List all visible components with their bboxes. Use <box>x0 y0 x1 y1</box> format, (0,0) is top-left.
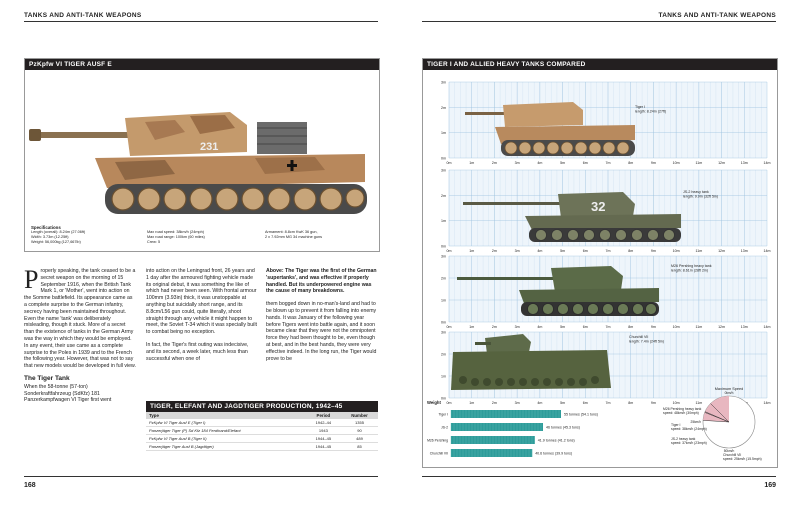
cell-number: 489 <box>341 435 378 443</box>
height-tick: 3m <box>441 330 446 335</box>
length-tick: 2m <box>491 325 497 329</box>
length-tick: 14m <box>763 161 771 165</box>
tank-length-label: length: 8.24m (27ft) <box>635 109 667 114</box>
weight-tank-label: Tiger I <box>438 412 448 417</box>
spec-line: Weight: 56,000kg (127,667lb) <box>31 240 81 244</box>
cell-period: 1944–45 <box>306 435 341 443</box>
height-tick: 3m <box>441 80 446 85</box>
height-tick: 3m <box>441 254 446 259</box>
length-tick: 7m <box>605 249 611 253</box>
production-table-box <box>146 401 378 451</box>
spec-col-2 <box>147 230 247 245</box>
length-tick: 3m <box>514 325 520 329</box>
spec-heading: Specifications <box>31 225 61 230</box>
speed-tick: 0km/h <box>724 391 734 395</box>
left-head-rule <box>24 21 378 22</box>
caption-lead: Above: <box>266 268 284 274</box>
length-tick: 9m <box>650 325 656 329</box>
height-tick: 1m <box>441 298 446 303</box>
speed-label: Tiger I <box>671 423 681 427</box>
col1-paragraph-2: When the 58-tonne (57-ton) Sonderkraftfahrzeug (SdKfz) 181 Panzerkampfwagen VI Tiger first went <box>24 383 112 404</box>
length-tick: 5m <box>560 161 566 165</box>
comparison-graphic <box>423 70 775 466</box>
speed-label: speed: 48km/h (30mph) <box>663 411 699 415</box>
length-tick: 13m <box>740 161 748 165</box>
tank-name-label: Tiger I <box>635 105 646 109</box>
dropcap: P <box>24 265 39 294</box>
length-tick: 2m <box>491 401 497 405</box>
spec-line: Length (overall): 8.24m (27.06ft) <box>31 230 86 234</box>
length-tick: 13m <box>740 325 748 329</box>
length-tick: 7m <box>605 401 611 405</box>
length-tick: 5m <box>560 325 566 329</box>
height-tick: 1m <box>441 374 446 379</box>
length-tick: 6m <box>582 401 588 405</box>
subhead-tiger-tank: The Tiger Tank <box>24 374 70 382</box>
tiger-illustration <box>25 70 377 222</box>
length-tick: 2m <box>491 161 497 165</box>
length-tick: 10m <box>672 161 680 165</box>
production-table <box>146 412 378 451</box>
length-tick: 13m <box>740 249 748 253</box>
length-tick: 5m <box>560 249 566 253</box>
height-tick: 2m <box>441 352 446 357</box>
table-row <box>146 443 378 451</box>
height-tick: 0m <box>441 244 446 249</box>
speed-label: speed: 25km/h (15.5mph) <box>723 457 762 461</box>
length-tick: 10m <box>672 325 680 329</box>
length-tick: 4m <box>537 161 543 165</box>
length-tick: 1m <box>469 401 475 405</box>
speed-label: M26 Pershing heavy tank <box>663 407 702 411</box>
length-tick: 6m <box>582 249 588 253</box>
weight-value-label: 46 tonnes (45.3 tons) <box>546 425 580 430</box>
cell-type: PzKpfw VI Tiger Ausf B (Tiger II) <box>146 435 306 443</box>
height-tick: 1m <box>441 219 446 224</box>
tank-length-label: length: 7.4m (24ft 5in) <box>629 339 664 344</box>
speed-label: Churchill VII <box>723 453 742 457</box>
spec-line: Crew: 5 <box>147 240 161 244</box>
speed-label: JS-2 heavy tank <box>671 437 696 441</box>
weight-value-label: 41.9 tonnes (41.2 tons) <box>537 438 575 443</box>
cell-number: 1355 <box>341 419 378 427</box>
table-row <box>146 427 378 435</box>
cell-number: 90 <box>341 427 378 435</box>
comparison-box <box>422 58 778 468</box>
tank-name-label: M26 Pershing heavy tank <box>671 264 712 268</box>
spec-line: Width: 3.73m (12.25ft) <box>31 235 69 239</box>
length-tick: 11m <box>695 161 703 165</box>
length-tick: 4m <box>537 249 543 253</box>
length-tick: 2m <box>491 249 497 253</box>
weight-tank-label: Churchill VII <box>429 451 448 456</box>
length-tick: 12m <box>718 325 726 329</box>
height-tick: 0m <box>441 156 446 161</box>
length-tick: 12m <box>718 161 726 165</box>
spec-col-3 <box>265 230 375 240</box>
spec-line: Max road speed: 38km/h (24mph) <box>147 230 204 234</box>
right-foot-rule <box>422 476 776 477</box>
caption-text: The Tiger was the first of the German 'supertanks', and was effective if properly handled. But its underpowered engine was the cause of many breakdowns. <box>266 268 377 295</box>
length-tick: 1m <box>469 161 475 165</box>
right-page-number: 169 <box>764 482 776 489</box>
right-head-rule <box>422 21 776 22</box>
length-tick: 4m <box>537 401 543 405</box>
cell-number: 85 <box>341 443 378 451</box>
cell-period: 1942–44 <box>306 419 341 427</box>
weight-label: Weight <box>427 400 441 405</box>
cell-period: 1943 <box>306 427 341 435</box>
col3-paragraph-1: them bogged down in no-man's-land and had to be blown up to prevent it from falling into enemy hands. It was January of the following year before Tigers went into battle again, and it soon became clear that they were not the omnipotent force they had been thought to be, even though at best, and in the best hands, they were very effective indeed. In the long run, the Tiger would prove to be <box>266 301 377 362</box>
col1-paragraph-1: roperly speaking, the tank ceased to be a secret weapon on the morning of 15 September 1916, when the British Tank Mark 1, or 'Mother', went into action on the Somme battlefield. Its appearance came as a complete surprise to the German infantry, secrecy having been maintained throughout. Even the name 'tank' was deliberately misleading, though it stuck. More of a secret than the existence of tanks in the German Army was the way in which they would be employed. In any event, their use came as a complete surprise to the Poles in 1939 and to the French the following year. However, that was not to say that new models would be developed in full view. <box>24 268 136 370</box>
col2-paragraph-1: into action on the Leningrad front, 26 years and 1 day after the armoured fighting vehicle made its original debut, it was something the like of which had never been seen. With frontal armour 100mm (3.93in) thick, it was unstoppable at anything but suicidally short range, and its 8.8cm/L56 gun could, quite literally, shoot straight through any vehicle it might happen to meet, the Soviet T-34 which it was specially built to combat being no exception. <box>146 268 257 336</box>
height-tick: 3m <box>441 168 446 173</box>
comparison-title: TIGER I AND ALLIED HEAVY TANKS COMPARED <box>423 59 777 70</box>
height-tick: 1m <box>441 131 446 136</box>
tank-name-label: JS-2 heavy tank <box>683 190 709 194</box>
cell-period: 1944–45 <box>306 443 341 451</box>
right-running-head: TANKS AND ANTI-TANK WEAPONS <box>658 12 776 19</box>
col-header-period: Period <box>306 412 341 419</box>
table-row <box>146 435 378 443</box>
speed-title: Maximum Speed <box>714 387 744 391</box>
length-tick: 4m <box>537 325 543 329</box>
length-tick: 14m <box>763 325 771 329</box>
length-tick: 11m <box>695 401 703 405</box>
cell-type: PzKpfw VI Tiger Ausf E (Tiger I) <box>146 419 306 427</box>
height-tick: 2m <box>441 105 446 110</box>
length-tick: 8m <box>628 401 634 405</box>
body-column-1 <box>24 265 136 404</box>
weight-tank-label: JS-2 <box>441 425 448 430</box>
spec-line: Armament: 8.8cm KwK 36 gun, <box>265 230 318 234</box>
length-tick: 0m <box>446 325 452 329</box>
cell-type: Panzerjäger Tiger Ausf B (Jagdtiger) <box>146 443 306 451</box>
speed-label: speed: 38km/h (24mph) <box>671 427 707 431</box>
tank-length-label: length: 9.9m (32ft 5in) <box>683 194 718 199</box>
height-tick: 0m <box>441 396 446 401</box>
tiger-illustration-box <box>24 58 380 252</box>
weight-bar <box>451 410 561 418</box>
body-column-2 <box>146 268 258 368</box>
left-page-number: 168 <box>24 482 36 489</box>
length-tick: 9m <box>650 161 656 165</box>
length-tick: 14m <box>763 401 771 405</box>
spec-col-1 <box>31 225 131 245</box>
cell-type: Panzerjäger Tiger (P) Sd Kfz 184 Ferdinand/Elefant <box>146 427 306 435</box>
left-running-head: TANKS AND ANTI-TANK WEAPONS <box>24 12 142 19</box>
length-tick: 1m <box>469 249 475 253</box>
length-tick: 0m <box>446 161 452 165</box>
length-tick: 14m <box>763 249 771 253</box>
tank-length-label: length: 8.61m (28ft 2in) <box>671 268 708 273</box>
length-tick: 9m <box>650 249 656 253</box>
length-tick: 3m <box>514 161 520 165</box>
length-tick: 11m <box>695 325 703 329</box>
length-tick: 10m <box>672 401 680 405</box>
length-tick: 0m <box>446 249 452 253</box>
left-foot-rule <box>24 476 378 477</box>
tank-name-label: Churchill VII <box>629 335 649 339</box>
production-title: TIGER, ELEFANT AND JAGDTIGER PRODUCTION, 1942–45 <box>146 401 378 412</box>
length-tick: 8m <box>628 325 634 329</box>
table-row <box>146 419 378 427</box>
height-tick: 0m <box>441 320 446 325</box>
col-header-type: Type <box>146 412 306 419</box>
speed-tick: 25km/h <box>690 420 701 424</box>
length-tick: 8m <box>628 161 634 165</box>
weight-tank-label: M26 Pershing <box>427 438 448 443</box>
length-tick: 12m <box>718 249 726 253</box>
spec-line: Max road range: 100km (60 miles) <box>147 235 205 239</box>
length-tick: 11m <box>695 249 703 253</box>
col2-paragraph-2: In fact, the Tiger's first outing was indecisive, and its second, a week later, much less than successful when one of <box>146 341 249 362</box>
length-tick: 9m <box>650 401 656 405</box>
weight-bar <box>451 423 543 431</box>
length-tick: 3m <box>514 249 520 253</box>
length-tick: 10m <box>672 249 680 253</box>
tiger-turret-number: 231 <box>200 141 219 153</box>
tiger-box-title: PzKpfw VI TIGER AUSF E <box>25 59 379 70</box>
col-header-number: Number <box>341 412 378 419</box>
length-tick: 7m <box>605 325 611 329</box>
photo-caption <box>266 268 378 295</box>
length-tick: 3m <box>514 401 520 405</box>
weight-value-label: 40.6 tonnes (39.9 tons) <box>535 451 573 456</box>
length-tick: 5m <box>560 401 566 405</box>
length-tick: 1m <box>469 325 475 329</box>
js2-turret-number: 32 <box>591 199 606 214</box>
length-tick: 6m <box>582 161 588 165</box>
length-tick: 7m <box>605 161 611 165</box>
height-tick: 2m <box>441 276 446 281</box>
length-tick: 6m <box>582 325 588 329</box>
height-tick: 2m <box>441 193 446 198</box>
speed-tick: 50km/h <box>723 449 735 453</box>
body-column-3 <box>266 268 378 368</box>
length-tick: 0m <box>446 401 452 405</box>
weight-value-label: 55 tonnes (54.1 tons) <box>564 412 598 417</box>
spec-line: 2 x 7.92mm MG 34 machine guns <box>265 235 322 239</box>
length-tick: 8m <box>628 249 634 253</box>
speed-label: speed: 37km/h (23mph) <box>671 441 707 445</box>
